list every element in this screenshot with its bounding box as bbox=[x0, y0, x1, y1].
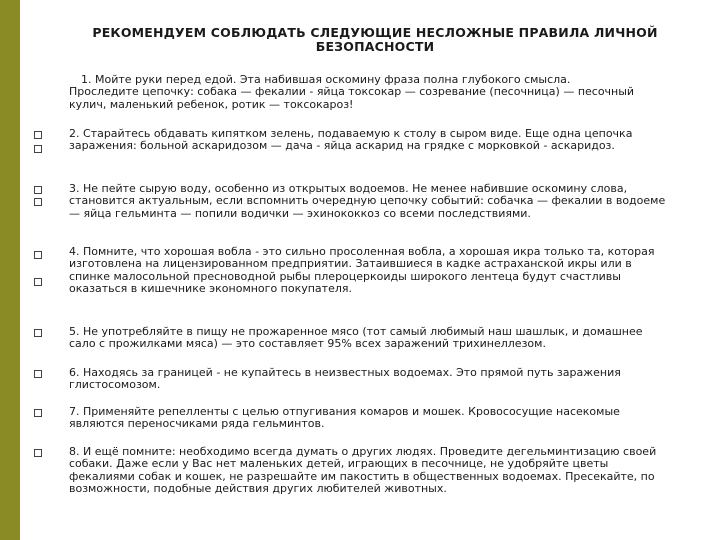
rule-4: 4. Помните, что хорошая вобла - это сильно просоленная вобла, а хорошая икра только та, которая изготовлена на лицензированном предприятии. Затаившиеся в кадке астраханской икры или в спинке малосольной пресноводной рыбы плероцеркоиды широкого лентеца будут счастливы оказаться в кишечнике экономного покупателя. bbox=[69, 245, 655, 295]
rule-7: 7. Применяйте репелленты с целью отпугивания комаров и мошек. Кровососущие насекомые являются переносчиками ряда гельминтов. bbox=[69, 405, 620, 431]
bullet-icon bbox=[34, 145, 42, 153]
bullet-icon bbox=[34, 186, 42, 194]
bullet-icon bbox=[34, 278, 42, 286]
bullet-icon bbox=[34, 409, 42, 417]
bullet-icon bbox=[34, 370, 42, 378]
rule-8: 8. И ещё помните: необходимо всегда думать о других людях. Проведите дегельминтизацию своей собаки. Даже если у Вас нет маленьких детей, играющих в песочнице, не удобряйте цветы фекалиями собак и кошек, не разрешайте им пакостить в общественных водоемах. Пресекайте, по возможности, подобные действия других любителей животных. bbox=[69, 445, 657, 495]
bullet-icon bbox=[34, 198, 42, 206]
rule-1 bbox=[69, 74, 669, 111]
rule-3: 3. Не пейте сырую воду, особенно из открытых водоемов. Не менее набившие оскомину слова, становится актуальным, если вспомнить очередную цепочку событий: собачка — фекалии в водоеме — яйца гельминта — попили водички — эхинококкоз со всеми последствиями. bbox=[69, 182, 666, 220]
bullet-icon bbox=[34, 449, 42, 457]
side-accent-bar bbox=[0, 0, 20, 540]
bullet-icon bbox=[34, 251, 42, 259]
rule-1-first-line: 1. Мойте руки перед едой. Эта набившая оскомину фраза полна глубокого смысла. bbox=[81, 73, 571, 86]
rule-1-rest: Проследите цепочку: собака — фекалии - яйца токсокар — созревание (песочница) — песочный кулич, маленький ребенок, ротик — токсокароз! bbox=[69, 85, 635, 111]
page-title: РЕКОМЕНДУЕМ СОБЛЮДАТЬ СЛЕДУЮЩИЕ НЕСЛОЖНЫЕ ПРАВИЛА ЛИЧНОЙ БЕЗОПАСНОСТИ bbox=[92, 25, 658, 54]
rule-2: 2. Старайтесь обдавать кипятком зелень, подаваемую к столу в сыром виде. Еще одна цепочка заражения: больной аскаридозом — дача - яйца аскарид на грядке с морковкой - аскаридоз. bbox=[69, 127, 633, 153]
bullet-icon bbox=[34, 131, 42, 139]
bullet-icon bbox=[34, 329, 42, 337]
rule-6: 6. Находясь за границей - не купайтесь в неизвестных водоемах. Это прямой путь заражения глистосомозом. bbox=[69, 366, 621, 392]
rule-5: 5. Не употребляйте в пищу не прожаренное мясо (тот самый любимый наш шашлык, и домашнее сало с прожилками мяса) — это составляет 95% всех заражений трихинеллезом. bbox=[69, 325, 643, 351]
